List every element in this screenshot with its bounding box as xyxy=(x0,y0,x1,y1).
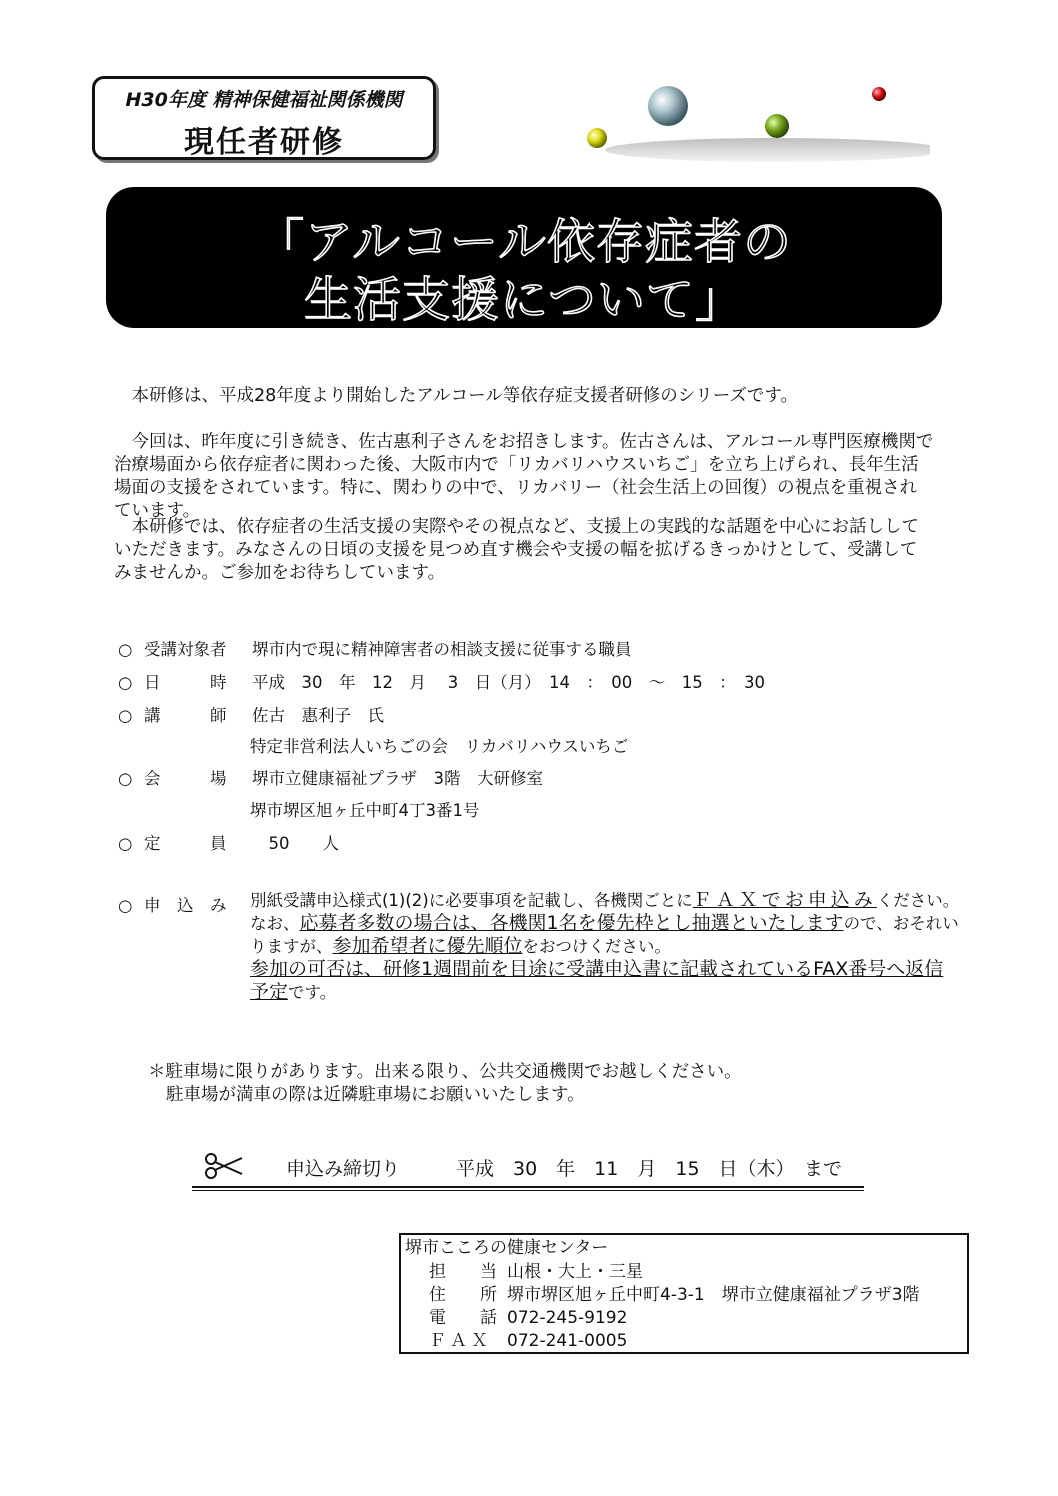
scissors-icon xyxy=(204,1152,244,1180)
apply-text-3b: です。 xyxy=(288,983,337,1002)
apply-text-2c: ので、おそれいりますが、 xyxy=(250,914,959,956)
lecturer-value: 佐古 惠利子 氏 xyxy=(252,706,384,725)
contact-person: 山根・大上・三星 xyxy=(507,1262,643,1282)
header-title: 現任者研修 xyxy=(184,125,344,160)
capacity-label: 定 員 xyxy=(144,834,227,853)
contact-org: 堺市こころの健康センター xyxy=(405,1238,609,1258)
apply-text-1a: 別紙受講申込様式(1)(2)に必要事項を記載し、各機関ごとに xyxy=(250,891,693,910)
apply-text-1c: ください。 xyxy=(876,891,960,910)
venue-label: 会 場 xyxy=(144,769,227,788)
bullet-icon: ○ xyxy=(118,769,133,788)
capacity-value: 50 人 xyxy=(252,834,339,853)
bullet-icon: ○ xyxy=(118,640,133,659)
bullet-icon: ○ xyxy=(118,706,133,725)
bullet-icon: ○ xyxy=(118,834,133,853)
apply-reply-highlight: 参加の可否は、研修1週間前を目途に受講申込書に記載されているFAX番号へ返信予定 xyxy=(250,958,944,1003)
deadline-label: 申込み締切り xyxy=(286,1158,401,1180)
capacity-row xyxy=(118,830,339,854)
venue-address: 堺市堺区旭ヶ丘中町4丁3番1号 xyxy=(250,801,480,820)
contact-address: 堺市堺区旭ヶ丘中町4-3-1 堺市立健康福祉プラザ3階 xyxy=(507,1285,920,1305)
blue-sphere xyxy=(648,86,688,126)
apply-priority-highlight: 参加希望者に優先順位 xyxy=(332,935,523,957)
bullet-icon: ○ xyxy=(118,673,133,692)
contact-box xyxy=(399,1233,969,1354)
venue-value: 堺市立健康福祉プラザ 3階 大研修室 xyxy=(252,769,543,788)
intro-paragraph-3: 本研修では、依存症者の生活支援の実際やその視点など、支援上の実践的な話題を中心にお話ししていただきます。みなさんの日頃の支援を見つめ直す機会や支援の幅を拡げるきっかけとして、受講してみませんか。ご参加をお待ちしています。 xyxy=(114,517,919,583)
apply-fax-highlight: ＦＡＸでお申込み xyxy=(692,889,877,911)
contact-address-label: 住 所 xyxy=(429,1285,497,1305)
apply-row xyxy=(118,892,252,916)
title-banner xyxy=(106,187,942,328)
yellow-sphere xyxy=(587,128,607,148)
header-box xyxy=(92,76,436,160)
intro-paragraph-1: 本研修は、平成28年度より開始したアルコール等依存症支援者研修のシリーズです。 xyxy=(131,386,798,406)
contact-fax-label: ＦＡＸ xyxy=(429,1331,492,1351)
contact-person-label: 担 当 xyxy=(429,1262,497,1282)
red-sphere xyxy=(872,87,886,101)
lecturer-label: 講 師 xyxy=(144,706,227,725)
deadline-underline xyxy=(192,1186,864,1188)
parking-note-2: 駐車場が満車の際は近隣駐車場にお願いいたします。 xyxy=(166,1085,585,1105)
deadline-underline xyxy=(192,1190,864,1191)
target-value: 堺市内で現に精神障害者の相談支援に従事する職員 xyxy=(252,640,632,659)
datetime-label: 日 時 xyxy=(144,673,227,692)
header-subtitle: H30年度 精神保健福祉関係機関 xyxy=(125,89,403,111)
apply-details xyxy=(250,889,962,1004)
title-line-2: 生活支援について」 xyxy=(303,272,745,328)
target-label: 受講対象者 xyxy=(144,640,227,659)
deadline-row xyxy=(196,1152,862,1182)
title-line-1: 「アルコール依存症者の xyxy=(255,214,793,270)
intro-paragraph-2: 今回は、昨年度に引き続き、佐古惠利子さんをお招きします。佐古さんは、アルコール専門医療機関で治療場面から依存症者に関わった後、大阪市内で「リカバリハウスいちご」を立ち上げられ、長年生活場面の支援をされています。特に、関わりの中で、リカバリー（社会生活上の回復）の視点を重視されています。 xyxy=(114,432,934,521)
contact-phone-label: 電 話 xyxy=(429,1308,497,1328)
datetime-row xyxy=(118,669,765,693)
deadline-value: 平成 30 年 11 月 15 日（木） まで xyxy=(456,1158,843,1180)
target-row xyxy=(118,636,632,660)
apply-text-2e: をおつけください。 xyxy=(522,937,671,956)
lecturer-affiliation: 特定非営利法人いちごの会 リカバリハウスいちご xyxy=(250,737,629,756)
contact-phone: 072-245-9192 xyxy=(507,1308,628,1328)
decorative-spheres-graphic xyxy=(580,80,930,170)
bullet-icon: ○ xyxy=(118,896,133,915)
lecturer-row xyxy=(118,702,384,726)
parking-note-1: ＊駐車場に限りがあります。出来る限り、公共交通機関でお越しください。 xyxy=(148,1062,742,1082)
sphere-shadow xyxy=(605,138,930,162)
apply-text-2a: なお、 xyxy=(250,914,300,933)
apply-label: 申 込 み xyxy=(144,896,227,915)
apply-lottery-highlight: 応募者多数の場合は、各機関1名を優先枠とし抽選といたします xyxy=(299,912,844,934)
venue-row xyxy=(118,765,543,789)
green-sphere xyxy=(765,114,789,138)
datetime-value: 平成 30 年 12 月 3 日（月） 14 ： 00 ～ 15 ： 30 xyxy=(252,673,765,692)
contact-fax: 072-241-0005 xyxy=(507,1331,628,1351)
